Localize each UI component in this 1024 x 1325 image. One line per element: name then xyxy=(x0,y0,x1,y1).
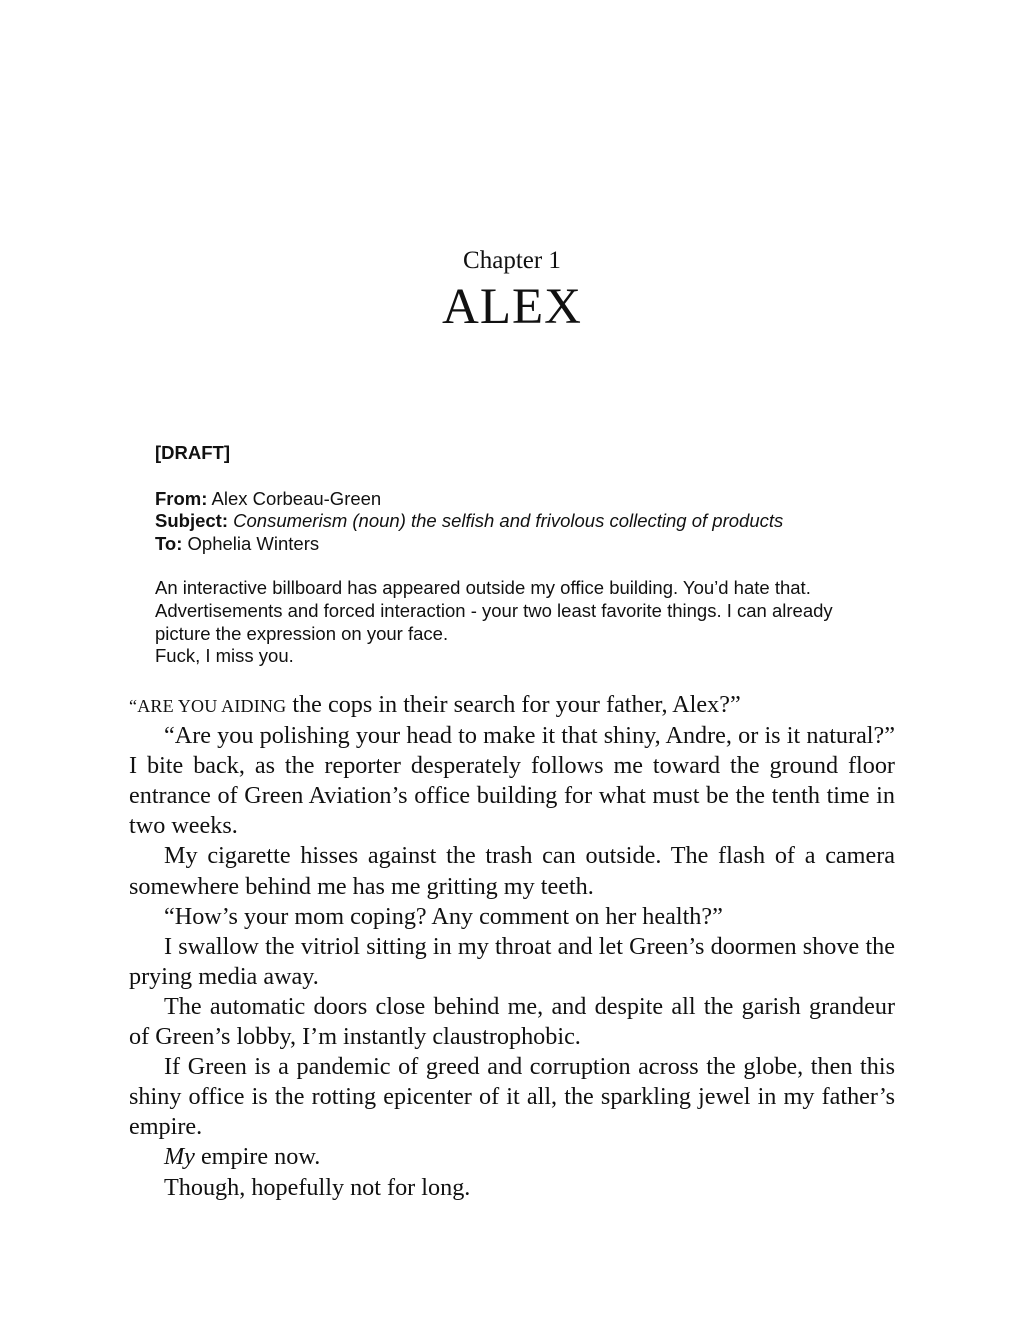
email-body-line: picture the expression on your face. xyxy=(155,622,449,644)
email-from-line xyxy=(155,488,875,511)
paragraph: I swallow the vitriol sitting in my throat and let Green’s doormen shove the prying media away. xyxy=(129,932,895,990)
paragraph: Though, hopefully not for long. xyxy=(164,1173,471,1201)
chapter-prose xyxy=(129,690,895,1203)
paragraph-opening xyxy=(129,690,895,721)
email-body-line: Advertisements and forced interaction - your two least favorite things. I can already xyxy=(155,599,833,621)
chapter-heading xyxy=(0,244,1024,336)
email-body xyxy=(155,577,875,667)
subject-value: Consumerism (noun) the selfish and frivolous collecting of products xyxy=(233,510,784,532)
from-value: Alex Corbeau-Green xyxy=(211,487,382,509)
from-label: From: xyxy=(155,487,208,509)
paragraph xyxy=(129,1142,895,1172)
paragraph-rest: empire now. xyxy=(194,1143,321,1171)
emphasis-word: My xyxy=(164,1143,195,1171)
chapter-title: ALEX xyxy=(442,279,582,335)
opening-rest: the cops in their search for your father, Alex?” xyxy=(286,691,741,718)
paragraph: If Green is a pandemic of greed and corruption across the globe, then this shiny office is the rotting epicenter of it all, the sparkling jewel in my father’s empire. xyxy=(129,1053,895,1141)
paragraph: The automatic doors close behind me, and despite all the garish grandeur of Green’s lobby, I’m instantly claustrophobic. xyxy=(129,992,895,1051)
email-body-line: Fuck, I miss you. xyxy=(155,645,294,667)
draft-tag: [DRAFT] xyxy=(155,442,231,463)
paragraph: My cigarette hisses against the trash can outside. The flash of a camera somewhere behind me has me gritting my teeth. xyxy=(129,842,895,900)
subject-label: Subject: xyxy=(155,510,228,532)
email-subject-line xyxy=(155,510,875,533)
to-label: To: xyxy=(155,532,183,554)
paragraph: “How’s your mom coping? Any comment on her health?” xyxy=(164,902,723,930)
email-to-line xyxy=(155,533,875,556)
chapter-number: Chapter 1 xyxy=(463,247,561,274)
opening-smallcaps: “ARE YOU AIDING xyxy=(129,696,287,716)
email-body-line: An interactive billboard has appeared outside my office building. You’d hate that. xyxy=(155,577,811,599)
to-value: Ophelia Winters xyxy=(187,532,320,554)
email-draft-block xyxy=(155,442,875,668)
paragraph: “Are you polishing your head to make it that shiny, Andre, or is it natural?” I bite back, as the reporter desperately follows me toward the ground floor entrance of Green Aviation’s office building for what must be the tenth time in two weeks. xyxy=(129,722,895,840)
